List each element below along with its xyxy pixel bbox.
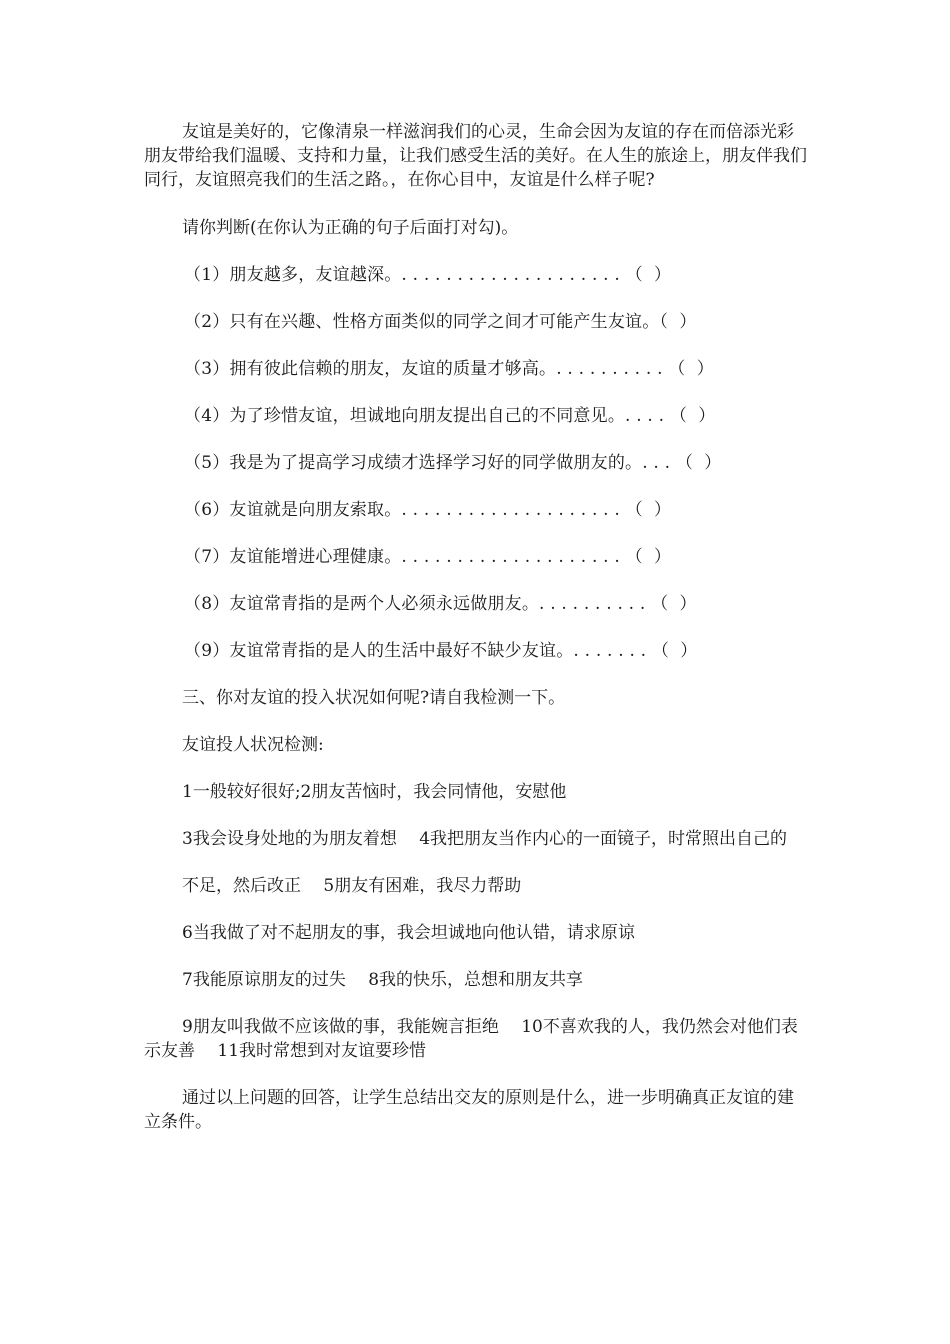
checklist-line: 9朋友叫我做不应该做的事，我能婉言拒绝 10不喜欢我的人，我仍然会对他们表示友善 11我时常想到对友谊要珍惜 [144, 1017, 798, 1061]
section-three-heading: 三、你对友谊的投入状况如何呢?请自我检测一下。 [182, 688, 566, 708]
checklist-line: 7我能原谅朋友的过失 8我的快乐，总想和朋友共享 [182, 970, 584, 990]
checklist-line: 1一般较好很好;2朋友苦恼时，我会同情他，安慰他 [182, 782, 567, 802]
question-item: （3）拥有彼此信赖的朋友，友谊的质量才够高。. . . . . . . . . . （ ） [184, 359, 714, 379]
document-body [144, 120, 808, 1157]
checklist-line: 6当我做了对不起朋友的事，我会坦诚地向他认错，请求原谅 [182, 923, 635, 943]
intro-paragraph: 友谊是美好的，它像清泉一样滋润我们的心灵，生命会因为友谊的存在而倍添光彩朋友带给我们温暖、支持和力量，让我们感受生活的美好。在人生的旅途上，朋友伴我们同行，友谊照亮我们的生活之路。，在你心目中，友谊是什么样子呢? [144, 122, 807, 190]
checklist-line: 不足，然后改正 5朋友有困难，我尽力帮助 [182, 876, 522, 896]
question-item: （9）友谊常青指的是人的生活中最好不缺少友谊。. . . . . . . （ ） [184, 641, 698, 661]
question-item: （5）我是为了提高学习成绩才选择学习好的同学做朋友的。. . . （ ） [184, 453, 722, 473]
question-item: （8）友谊常青指的是两个人必须永远做朋友。. . . . . . . . . . （ ） [184, 594, 697, 614]
question-item: （1）朋友越多，友谊越深。. . . . . . . . . . . . . . . . . . . . （ ） [184, 265, 672, 285]
question-item: （2）只有在兴趣、性格方面类似的同学之间才可能产生友谊。（ ） [184, 312, 697, 332]
question-item: （6）友谊就是向朋友索取。. . . . . . . . . . . . . . . . . . . . （ ） [184, 500, 672, 520]
checklist-line: 3我会设身处地的为朋友着想 4我把朋友当作内心的一面镜子，时常照出自己的 [182, 829, 788, 849]
checklist [144, 780, 808, 1063]
judgement-questions [144, 263, 808, 663]
question-item: （7）友谊能增进心理健康。. . . . . . . . . . . . . . . . . . . . （ ） [184, 547, 672, 567]
instruction-text: 请你判断(在你认为正确的句子后面打对勾)。 [182, 218, 519, 238]
question-item: （4）为了珍惜友谊，坦诚地向朋友提出自己的不同意见。. . . . （ ） [184, 406, 716, 426]
checklist-title: 友谊投人状况检测: [182, 735, 324, 755]
conclusion-paragraph: 通过以上问题的回答，让学生总结出交友的原则是什么，进一步明确真正友谊的建立条件。 [144, 1088, 794, 1132]
